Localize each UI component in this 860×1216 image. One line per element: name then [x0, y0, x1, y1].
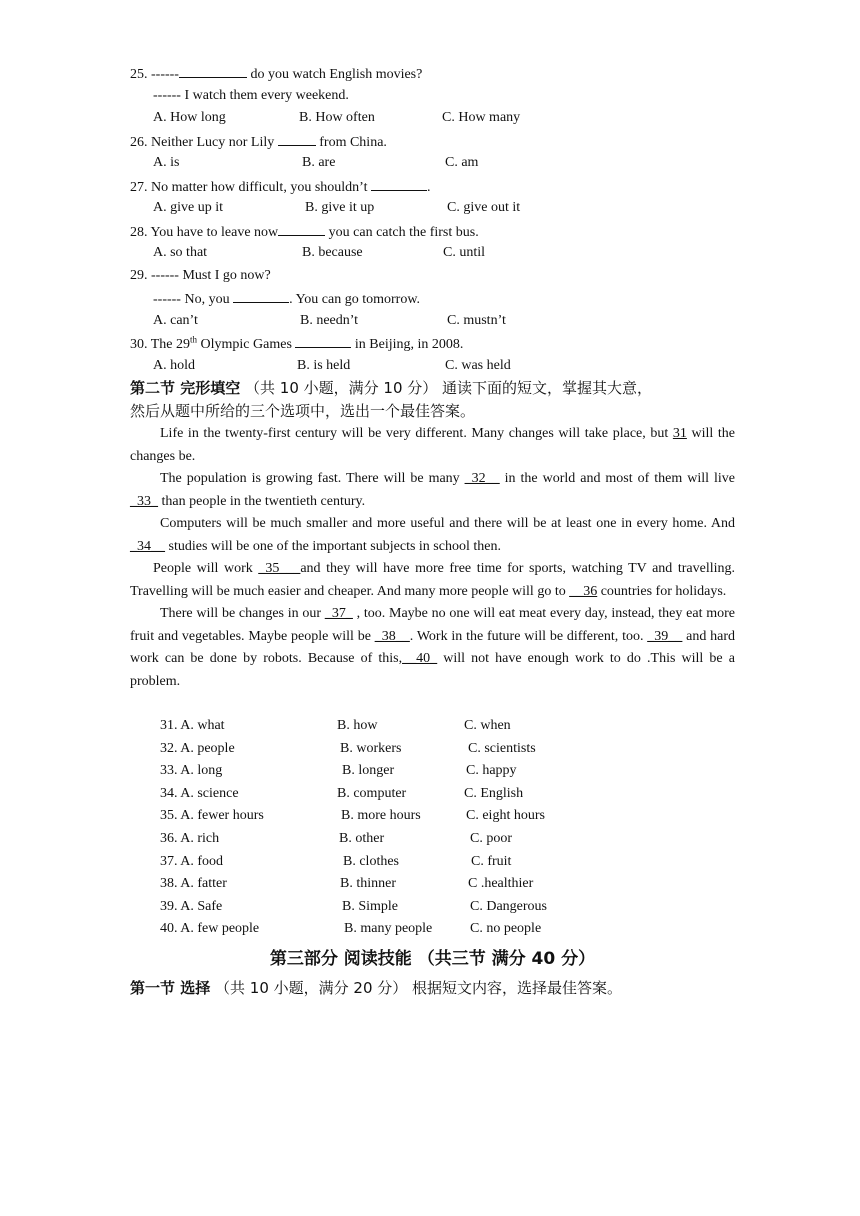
choice-row: [130, 783, 735, 806]
option-a: A. give up it: [153, 200, 223, 215]
question-25-reply: ------ I watch them every weekend.: [153, 87, 349, 103]
question-30: [130, 332, 735, 355]
cloze-passage: [130, 423, 735, 693]
answer-blank: [233, 287, 289, 303]
passage-text: People will work: [153, 561, 259, 576]
passage-text: will not have enough work to do .This will be a problem.: [130, 651, 735, 689]
option-c: C. until: [443, 245, 486, 260]
passage-text: The population is growing fast. There will be many: [160, 471, 465, 486]
option-b: B. needn’t: [300, 312, 359, 328]
choice-row: [130, 738, 735, 761]
option-c: C. eight hours: [466, 808, 545, 824]
choice-number: 32.: [160, 740, 178, 756]
question-text: ------: [151, 67, 179, 82]
cloze-choices: [130, 715, 735, 941]
question-number: 25.: [130, 67, 148, 82]
option-b: B. other: [339, 830, 385, 846]
blank-38: _38__: [374, 628, 410, 644]
option-c: C. mustn’t: [447, 312, 506, 328]
question-text: you can catch the first bus.: [325, 224, 479, 240]
blank-39: _39__: [647, 628, 683, 644]
blank-35: _35___: [258, 561, 301, 576]
choice-row: [130, 873, 735, 896]
option-b: B. more hours: [341, 808, 421, 824]
section-info: （共 10 小题，满分 20 分）: [215, 978, 408, 997]
question-29-reply: [130, 287, 735, 310]
passage-text: Computers will be much smaller and more useful and there will be at least one in every home. And: [160, 516, 735, 531]
option-a: A. can’t: [153, 312, 198, 328]
passage-text: studies will be one of the important subjects in school then.: [165, 538, 501, 554]
passage-text: , too. Maybe no one will eat meat every day, instead, they eat more fruit and vegetables. Maybe people will be: [130, 606, 735, 644]
question-26: [130, 130, 735, 153]
choice-number: 33.: [160, 763, 178, 779]
choice-row: [130, 715, 735, 738]
option-c: C. happy: [466, 763, 517, 779]
option-a: A. what: [180, 718, 225, 733]
choice-number: 35.: [160, 808, 178, 824]
option-a: A. is: [153, 155, 180, 170]
question-text: .: [426, 179, 431, 195]
question-text: ------ Must I go now?: [151, 267, 271, 283]
option-a: A. food: [180, 853, 224, 869]
option-c: C .healthier: [468, 876, 534, 892]
option-c: C. scientists: [468, 740, 536, 756]
option-a: A. science: [180, 785, 239, 801]
choice-row: [130, 918, 735, 941]
option-b: B. workers: [340, 740, 402, 756]
section-title: 第一节 选择: [130, 978, 211, 997]
question-29-options: [130, 310, 735, 333]
option-c: C. am: [445, 155, 479, 170]
option-a: A. hold: [153, 357, 195, 373]
option-c: C. English: [464, 785, 524, 801]
question-number: 28.: [130, 224, 148, 240]
paragraph: [130, 513, 735, 558]
option-c: C. poor: [470, 830, 512, 846]
option-c: C. How many: [442, 110, 521, 125]
option-b: B. thinner: [340, 876, 396, 892]
section-heading: [130, 977, 735, 1000]
question-text: No matter how difficult, you shouldn’t: [151, 179, 371, 195]
question-text: The 29: [150, 337, 191, 352]
option-b: B. longer: [342, 763, 395, 779]
section-info: （共 10 小题，满分 10 分）: [245, 379, 438, 397]
question-text: do you watch English movies?: [246, 67, 423, 82]
passage-text: There will be changes in our: [160, 606, 325, 621]
option-a: A. fewer hours: [180, 808, 264, 824]
question-number: 27.: [130, 179, 148, 195]
question-number: 26.: [130, 134, 148, 150]
passage-text: countries for holidays.: [597, 583, 727, 599]
paragraph: [130, 558, 735, 603]
choice-row: [130, 851, 735, 874]
choice-number: 38.: [160, 876, 178, 892]
blank-32: _32__: [464, 471, 500, 486]
option-b: B. give it up: [305, 200, 375, 215]
option-c: C. was held: [445, 357, 511, 373]
answer-blank: [278, 130, 316, 146]
question-text: Olympic Games: [197, 337, 296, 352]
question-text: Neither Lucy nor Lily: [151, 134, 278, 150]
option-a: A. fatter: [180, 876, 227, 892]
paragraph: [130, 423, 735, 468]
reply-text: ------ No, you: [153, 292, 234, 307]
option-a: A. long: [180, 763, 223, 779]
exam-page: [130, 62, 735, 1000]
question-text: from China.: [315, 134, 387, 150]
question-27: [130, 175, 735, 198]
blank-31: 31: [672, 426, 687, 441]
option-c: C. no people: [470, 921, 542, 937]
reply-text: . You can go tomorrow.: [289, 292, 421, 307]
blank-40: __40_: [402, 651, 438, 666]
section-heading: [130, 377, 735, 423]
option-b: B. How often: [299, 110, 375, 125]
question-28-options: [130, 242, 735, 265]
option-b: B. because: [302, 245, 363, 260]
passage-text: Life in the twenty-first century will be very different. Many changes will take place, but: [160, 426, 673, 441]
option-b: B. many people: [344, 921, 433, 937]
passage-text: in the world and most of them will live: [499, 471, 735, 486]
question-25: [130, 62, 735, 85]
paragraph: [130, 603, 735, 693]
option-b: B. Simple: [342, 898, 399, 914]
blank-37: _37_: [324, 606, 353, 621]
answer-blank: [371, 175, 427, 191]
choice-row: [130, 805, 735, 828]
choice-number: 36.: [160, 830, 178, 846]
section-instruction: 然后从题中所给的三个选项中，选出一个最佳答案。: [130, 402, 476, 420]
passage-text: than people in the twentieth century.: [158, 493, 366, 509]
section-instruction: 通读下面的短文，掌握其大意，: [442, 379, 653, 397]
answer-blank: [295, 332, 351, 348]
option-a: A. so that: [153, 245, 208, 260]
question-30-options: [130, 355, 735, 378]
question-25-options: [130, 107, 735, 130]
option-c: C. when: [464, 718, 511, 733]
option-a: A. How long: [153, 110, 226, 125]
blank-36: __36: [569, 583, 598, 599]
answer-blank: [179, 62, 247, 78]
superscript: th: [190, 334, 198, 345]
question-text: in Beijing, in 2008.: [351, 337, 464, 352]
question-28: [130, 220, 735, 243]
choice-number: 39.: [160, 898, 178, 914]
option-b: B. clothes: [343, 853, 399, 869]
option-b: B. how: [337, 718, 378, 733]
choice-row: [130, 896, 735, 919]
choice-number: 31.: [160, 718, 178, 733]
passage-text: and hard work can be done by robots. Because of this,: [130, 628, 736, 666]
choice-row: [130, 828, 735, 851]
passage-text: and they will have more free time for sports, watching TV and travelling. Travelling will be much easier and cheaper. And many more people will go to: [130, 561, 735, 599]
option-a: A. people: [180, 740, 235, 756]
passage-text: . Work in the future will be different, too.: [409, 628, 648, 644]
choice-number: 34.: [160, 785, 178, 801]
option-a: A. few people: [180, 921, 260, 937]
question-number: 29.: [130, 267, 148, 283]
question-text: You have to leave now: [150, 224, 279, 240]
passage-text: will the changes be.: [130, 426, 735, 464]
option-c: C. Dangerous: [470, 898, 547, 914]
answer-blank: [278, 220, 325, 236]
section-instruction: 根据短文内容，选择最佳答案。: [412, 978, 623, 997]
section-title: 第二节 完形填空: [130, 379, 241, 397]
choice-number: 40.: [160, 921, 178, 937]
blank-33: _33_: [130, 493, 158, 509]
choice-row: [130, 760, 735, 783]
option-b: B. computer: [337, 785, 407, 801]
question-number: 30.: [130, 337, 148, 352]
option-b: B. is held: [297, 357, 351, 373]
question-26-options: [130, 152, 735, 175]
part-title: 第三部分 阅读技能 （共三节 满分 40 分）: [269, 948, 596, 969]
question-29: [130, 265, 735, 288]
option-a: A. Safe: [180, 898, 223, 914]
option-a: A. rich: [180, 830, 220, 846]
question-27-options: [130, 197, 735, 220]
option-c: C. give out it: [447, 200, 521, 215]
paragraph: [130, 468, 735, 513]
blank-34: _34__: [130, 538, 165, 554]
choice-number: 37.: [160, 853, 178, 869]
option-c: C. fruit: [471, 853, 512, 869]
option-b: B. are: [302, 155, 336, 170]
